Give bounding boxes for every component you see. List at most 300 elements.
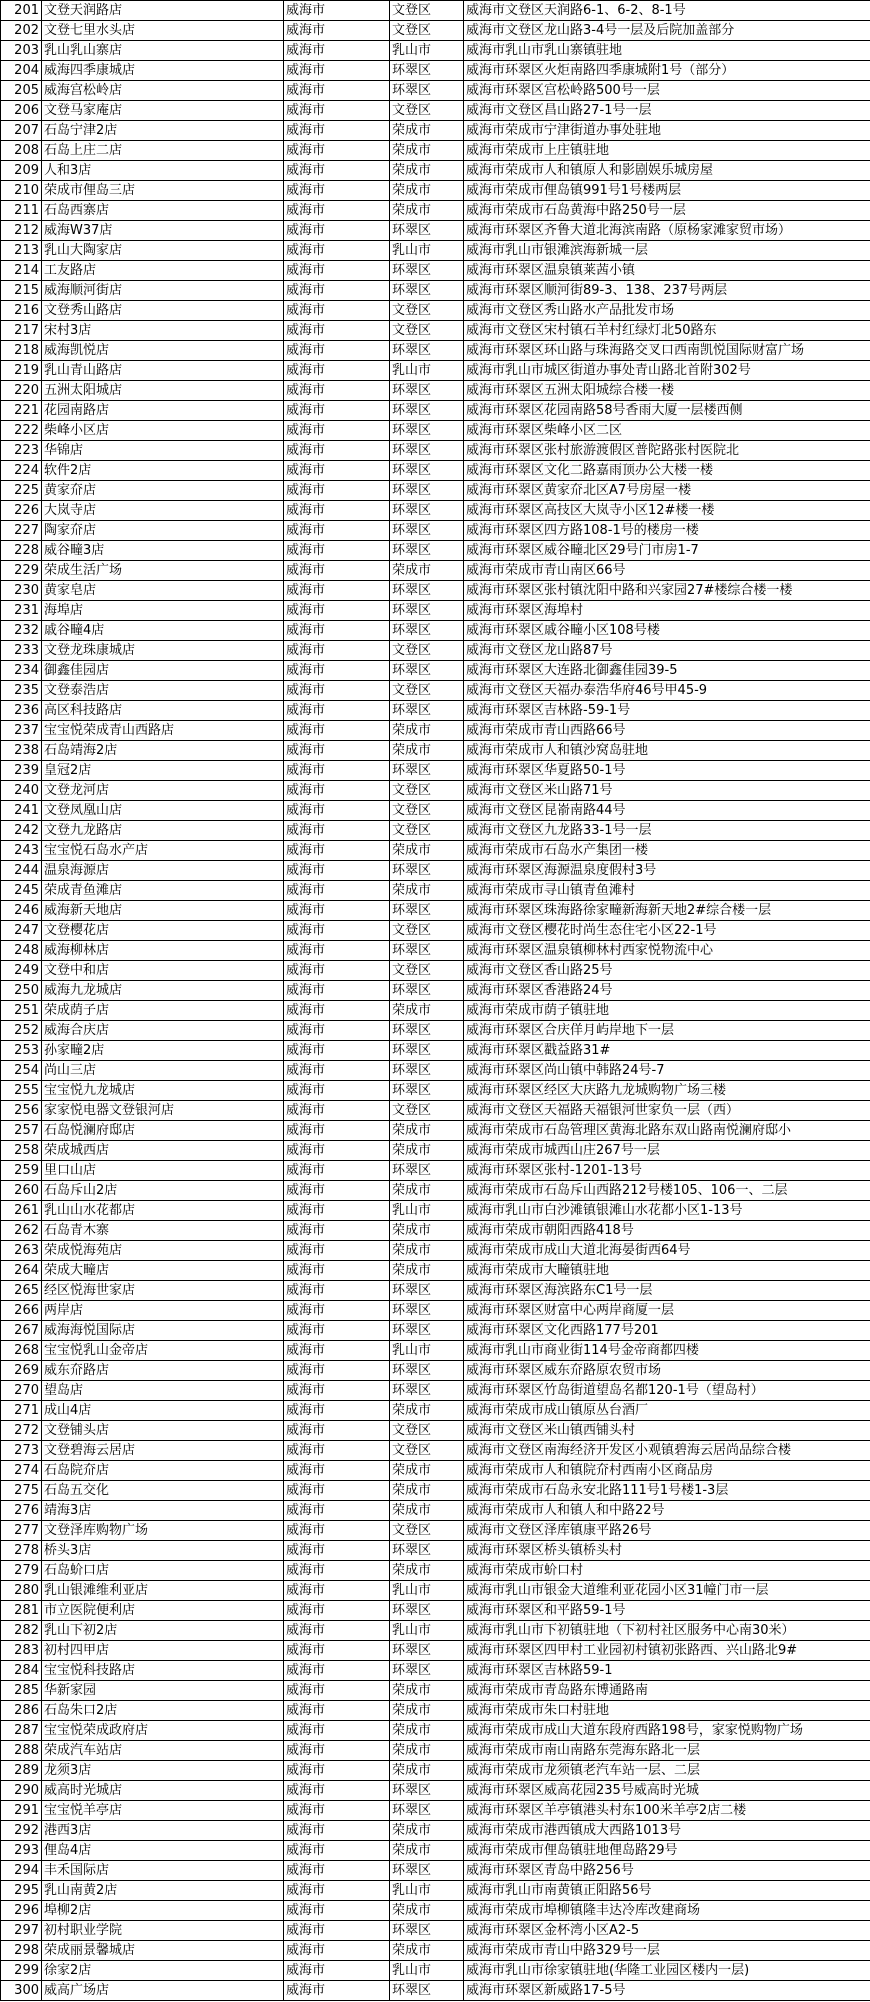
address-cell: 威海市荣成市港西镇成大西路1013号 bbox=[464, 1821, 870, 1841]
table-row bbox=[1, 141, 870, 161]
city-cell: 威海市 bbox=[284, 81, 390, 101]
address-cell: 威海市环翠区威谷疃北区29号门市房1-7 bbox=[464, 541, 870, 561]
store-number-cell: 268 bbox=[1, 1341, 42, 1361]
store-number-cell: 221 bbox=[1, 401, 42, 421]
table-row bbox=[1, 1581, 870, 1601]
store-number-cell: 248 bbox=[1, 941, 42, 961]
table-row bbox=[1, 1521, 870, 1541]
store-name-cell: 荣成青鱼滩店 bbox=[42, 881, 284, 901]
district-cell: 荣成市 bbox=[390, 1461, 464, 1481]
district-cell: 荣成市 bbox=[390, 1741, 464, 1761]
table-row bbox=[1, 461, 870, 481]
city-cell: 威海市 bbox=[284, 1881, 390, 1901]
store-number-cell: 202 bbox=[1, 21, 42, 41]
district-cell: 荣成市 bbox=[390, 1821, 464, 1841]
table-row bbox=[1, 1961, 870, 1981]
address-cell: 威海市文登区九龙路33-1号一层 bbox=[464, 821, 870, 841]
store-number-cell: 282 bbox=[1, 1621, 42, 1641]
district-cell: 环翠区 bbox=[390, 401, 464, 421]
store-name-cell: 宝宝悦乳山金帝店 bbox=[42, 1341, 284, 1361]
district-cell: 荣成市 bbox=[390, 1841, 464, 1861]
address-cell: 威海市文登区米山路71号 bbox=[464, 781, 870, 801]
table-row bbox=[1, 481, 870, 501]
store-name-cell: 荣成汽车站店 bbox=[42, 1741, 284, 1761]
table-row bbox=[1, 441, 870, 461]
table-row bbox=[1, 1061, 870, 1081]
city-cell: 威海市 bbox=[284, 1621, 390, 1641]
store-name-cell: 人和3店 bbox=[42, 161, 284, 181]
district-cell: 环翠区 bbox=[390, 1041, 464, 1061]
address-cell: 威海市环翠区合庆佯月屿岸地下一层 bbox=[464, 1021, 870, 1041]
store-name-cell: 乳山南黄2店 bbox=[42, 1881, 284, 1901]
table-row bbox=[1, 1641, 870, 1661]
table-row bbox=[1, 941, 870, 961]
table-row bbox=[1, 1201, 870, 1221]
store-number-cell: 244 bbox=[1, 861, 42, 881]
store-name-cell: 柴峰小区店 bbox=[42, 421, 284, 441]
address-cell: 威海市环翠区华夏路50-1号 bbox=[464, 761, 870, 781]
store-number-cell: 266 bbox=[1, 1301, 42, 1321]
district-cell: 荣成市 bbox=[390, 1401, 464, 1421]
city-cell: 威海市 bbox=[284, 361, 390, 381]
address-cell: 威海市荣成市石岛斥山西路212号楼105、106一、二层 bbox=[464, 1181, 870, 1201]
city-cell: 威海市 bbox=[284, 401, 390, 421]
store-number-cell: 260 bbox=[1, 1181, 42, 1201]
address-cell: 威海市环翠区文化西路177号201 bbox=[464, 1321, 870, 1341]
store-number-cell: 254 bbox=[1, 1061, 42, 1081]
city-cell: 威海市 bbox=[284, 1021, 390, 1041]
district-cell: 环翠区 bbox=[390, 441, 464, 461]
district-cell: 环翠区 bbox=[390, 661, 464, 681]
address-cell: 威海市环翠区吉林路59-1 bbox=[464, 1661, 870, 1681]
district-cell: 环翠区 bbox=[390, 501, 464, 521]
city-cell: 威海市 bbox=[284, 221, 390, 241]
store-number-cell: 209 bbox=[1, 161, 42, 181]
city-cell: 威海市 bbox=[284, 1981, 390, 2001]
store-number-cell: 275 bbox=[1, 1481, 42, 1501]
district-cell: 环翠区 bbox=[390, 1321, 464, 1341]
address-cell: 威海市环翠区宫松岭路500号一层 bbox=[464, 81, 870, 101]
district-cell: 文登区 bbox=[390, 801, 464, 821]
table-row bbox=[1, 1941, 870, 1961]
store-name-cell: 荣成悦海苑店 bbox=[42, 1241, 284, 1261]
district-cell: 环翠区 bbox=[390, 221, 464, 241]
store-number-cell: 228 bbox=[1, 541, 42, 561]
city-cell: 威海市 bbox=[284, 1961, 390, 1981]
city-cell: 威海市 bbox=[284, 1321, 390, 1341]
district-cell: 环翠区 bbox=[390, 1601, 464, 1621]
store-number-cell: 300 bbox=[1, 1981, 42, 2001]
table-row bbox=[1, 21, 870, 41]
address-cell: 威海市文登区南海经济开发区小观镇碧海云居尚品综合楼 bbox=[464, 1441, 870, 1461]
store-number-cell: 220 bbox=[1, 381, 42, 401]
district-cell: 荣成市 bbox=[390, 561, 464, 581]
table-row bbox=[1, 1701, 870, 1721]
store-name-cell: 温泉海源店 bbox=[42, 861, 284, 881]
store-name-cell: 石岛斥山2店 bbox=[42, 1181, 284, 1201]
district-cell: 荣成市 bbox=[390, 881, 464, 901]
address-cell: 威海市乳山市南黄镇正阳路56号 bbox=[464, 1881, 870, 1901]
store-name-cell: 石岛靖海2店 bbox=[42, 741, 284, 761]
city-cell: 威海市 bbox=[284, 201, 390, 221]
district-cell: 文登区 bbox=[390, 961, 464, 981]
address-cell: 威海市环翠区海源温泉度假村3号 bbox=[464, 861, 870, 881]
city-cell: 威海市 bbox=[284, 1181, 390, 1201]
address-cell: 威海市荣成市俚岛镇驻地俚岛路29号 bbox=[464, 1841, 870, 1861]
city-cell: 威海市 bbox=[284, 1581, 390, 1601]
city-cell: 威海市 bbox=[284, 1101, 390, 1121]
district-cell: 荣成市 bbox=[390, 141, 464, 161]
city-cell: 威海市 bbox=[284, 1281, 390, 1301]
address-cell: 威海市文登区昆嵛南路44号 bbox=[464, 801, 870, 821]
store-name-cell: 威海宫松岭店 bbox=[42, 81, 284, 101]
store-number-cell: 213 bbox=[1, 241, 42, 261]
store-name-cell: 威海顺河街店 bbox=[42, 281, 284, 301]
city-cell: 威海市 bbox=[284, 541, 390, 561]
store-number-cell: 243 bbox=[1, 841, 42, 861]
city-cell: 威海市 bbox=[284, 941, 390, 961]
district-cell: 环翠区 bbox=[390, 521, 464, 541]
store-name-cell: 市立医院便利店 bbox=[42, 1601, 284, 1621]
store-name-cell: 荣成大疃店 bbox=[42, 1261, 284, 1281]
address-cell: 威海市环翠区张村旅游渡假区普陀路张村医院北 bbox=[464, 441, 870, 461]
address-cell: 威海市环翠区四方路108-1号的楼房一楼 bbox=[464, 521, 870, 541]
district-cell: 荣成市 bbox=[390, 1901, 464, 1921]
table-row bbox=[1, 1101, 870, 1121]
table-row bbox=[1, 161, 870, 181]
store-name-cell: 石岛朱口2店 bbox=[42, 1701, 284, 1721]
store-number-cell: 262 bbox=[1, 1221, 42, 1241]
address-cell: 威海市文登区天福办泰浩华府46号甲45-9 bbox=[464, 681, 870, 701]
store-number-cell: 278 bbox=[1, 1541, 42, 1561]
store-number-cell: 204 bbox=[1, 61, 42, 81]
table-row bbox=[1, 1181, 870, 1201]
store-name-cell: 荣成丽景馨城店 bbox=[42, 1941, 284, 1961]
store-number-cell: 216 bbox=[1, 301, 42, 321]
district-cell: 文登区 bbox=[390, 1, 464, 21]
table-row bbox=[1, 861, 870, 881]
store-number-cell: 293 bbox=[1, 1841, 42, 1861]
store-number-cell: 246 bbox=[1, 901, 42, 921]
table-row bbox=[1, 1981, 870, 2001]
table-row bbox=[1, 821, 870, 841]
store-number-cell: 258 bbox=[1, 1141, 42, 1161]
store-number-cell: 201 bbox=[1, 1, 42, 21]
address-cell: 威海市文登区宋村镇石羊村红绿灯北50路东 bbox=[464, 321, 870, 341]
table-row bbox=[1, 1601, 870, 1621]
city-cell: 威海市 bbox=[284, 1501, 390, 1521]
store-name-cell: 丰禾国际店 bbox=[42, 1861, 284, 1881]
address-cell: 威海市文登区龙山路3-4号一层及后院加盖部分 bbox=[464, 21, 870, 41]
district-cell: 荣成市 bbox=[390, 1141, 464, 1161]
address-cell: 威海市荣成市城西山庄267号一层 bbox=[464, 1141, 870, 1161]
address-cell: 威海市乳山市下初镇驻地（下初村社区服务中心南30米） bbox=[464, 1621, 870, 1641]
address-cell: 威海市荣成市青山中路329号一层 bbox=[464, 1941, 870, 1961]
table-row bbox=[1, 181, 870, 201]
store-number-cell: 253 bbox=[1, 1041, 42, 1061]
store-number-cell: 274 bbox=[1, 1461, 42, 1481]
table-row bbox=[1, 621, 870, 641]
city-cell: 威海市 bbox=[284, 861, 390, 881]
district-cell: 荣成市 bbox=[390, 1241, 464, 1261]
table-row bbox=[1, 1741, 870, 1761]
address-cell: 威海市荣成市成山大道东段府西路198号，家家悦购物广场 bbox=[464, 1721, 870, 1741]
store-name-cell: 文登铺头店 bbox=[42, 1421, 284, 1441]
store-number-cell: 238 bbox=[1, 741, 42, 761]
store-name-cell: 荣成市俚岛三店 bbox=[42, 181, 284, 201]
address-cell: 威海市荣成市石岛黄海中路250号一层 bbox=[464, 201, 870, 221]
district-cell: 环翠区 bbox=[390, 421, 464, 441]
address-cell: 威海市环翠区金杯湾小区A2-5 bbox=[464, 1921, 870, 1941]
city-cell: 威海市 bbox=[284, 181, 390, 201]
store-number-cell: 289 bbox=[1, 1761, 42, 1781]
store-number-cell: 298 bbox=[1, 1941, 42, 1961]
city-cell: 威海市 bbox=[284, 1901, 390, 1921]
store-number-cell: 235 bbox=[1, 681, 42, 701]
table-row bbox=[1, 1801, 870, 1821]
city-cell: 威海市 bbox=[284, 821, 390, 841]
district-cell: 环翠区 bbox=[390, 261, 464, 281]
store-number-cell: 241 bbox=[1, 801, 42, 821]
store-number-cell: 299 bbox=[1, 1961, 42, 1981]
table-row bbox=[1, 1361, 870, 1381]
district-cell: 荣成市 bbox=[390, 1001, 464, 1021]
store-name-cell: 宝宝悦科技路店 bbox=[42, 1661, 284, 1681]
table-row bbox=[1, 841, 870, 861]
address-cell: 威海市文登区秀山路水产品批发市场 bbox=[464, 301, 870, 321]
store-number-cell: 291 bbox=[1, 1801, 42, 1821]
store-name-cell: 文登泽库购物广场 bbox=[42, 1521, 284, 1541]
city-cell: 威海市 bbox=[284, 1941, 390, 1961]
address-cell: 威海市文登区龙山路87号 bbox=[464, 641, 870, 661]
address-cell: 威海市环翠区温泉镇柳林村西家悦物流中心 bbox=[464, 941, 870, 961]
store-name-cell: 威海四季康城店 bbox=[42, 61, 284, 81]
store-name-cell: 初村职业学院 bbox=[42, 1921, 284, 1941]
address-cell: 威海市荣成市石岛永安北路111号1号楼1-3层 bbox=[464, 1481, 870, 1501]
store-name-cell: 荣成荫子店 bbox=[42, 1001, 284, 1021]
city-cell: 威海市 bbox=[284, 561, 390, 581]
store-name-cell: 文登秀山路店 bbox=[42, 301, 284, 321]
table-row bbox=[1, 281, 870, 301]
store-name-cell: 皇冠2店 bbox=[42, 761, 284, 781]
district-cell: 环翠区 bbox=[390, 1301, 464, 1321]
table-row bbox=[1, 381, 870, 401]
address-cell: 威海市文登区香山路25号 bbox=[464, 961, 870, 981]
store-number-cell: 205 bbox=[1, 81, 42, 101]
district-cell: 环翠区 bbox=[390, 761, 464, 781]
store-number-cell: 285 bbox=[1, 1681, 42, 1701]
address-cell: 威海市荣成市朝阳西路418号 bbox=[464, 1221, 870, 1241]
store-name-cell: 石岛院夼店 bbox=[42, 1461, 284, 1481]
address-cell: 威海市乳山市白沙滩镇银滩山水花都小区1-13号 bbox=[464, 1201, 870, 1221]
table-row bbox=[1, 1381, 870, 1401]
district-cell: 环翠区 bbox=[390, 1021, 464, 1041]
address-cell: 威海市环翠区温泉镇莱茜小镇 bbox=[464, 261, 870, 281]
city-cell: 威海市 bbox=[284, 701, 390, 721]
city-cell: 威海市 bbox=[284, 601, 390, 621]
city-cell: 威海市 bbox=[284, 1241, 390, 1261]
city-cell: 威海市 bbox=[284, 1841, 390, 1861]
store-name-cell: 宝宝悦羊亭店 bbox=[42, 1801, 284, 1821]
store-number-cell: 267 bbox=[1, 1321, 42, 1341]
store-name-cell: 五洲太阳城店 bbox=[42, 381, 284, 401]
city-cell: 威海市 bbox=[284, 321, 390, 341]
district-cell: 乳山市 bbox=[390, 1581, 464, 1601]
district-cell: 荣成市 bbox=[390, 1501, 464, 1521]
address-cell: 威海市乳山市城区街道办事处青山路北首附302号 bbox=[464, 361, 870, 381]
city-cell: 威海市 bbox=[284, 1341, 390, 1361]
table-row bbox=[1, 1481, 870, 1501]
store-number-cell: 222 bbox=[1, 421, 42, 441]
district-cell: 荣成市 bbox=[390, 721, 464, 741]
table-row bbox=[1, 561, 870, 581]
district-cell: 环翠区 bbox=[390, 1861, 464, 1881]
district-cell: 荣成市 bbox=[390, 1481, 464, 1501]
city-cell: 威海市 bbox=[284, 741, 390, 761]
store-number-cell: 280 bbox=[1, 1581, 42, 1601]
table-row bbox=[1, 1461, 870, 1481]
table-row bbox=[1, 1241, 870, 1261]
district-cell: 荣成市 bbox=[390, 1721, 464, 1741]
city-cell: 威海市 bbox=[284, 1461, 390, 1481]
city-cell: 威海市 bbox=[284, 101, 390, 121]
address-cell: 威海市环翠区羊亭镇港头村东100米羊亭2店二楼 bbox=[464, 1801, 870, 1821]
store-number-cell: 218 bbox=[1, 341, 42, 361]
store-name-cell: 威海柳林店 bbox=[42, 941, 284, 961]
store-name-cell: 埠柳2店 bbox=[42, 1901, 284, 1921]
district-cell: 环翠区 bbox=[390, 61, 464, 81]
city-cell: 威海市 bbox=[284, 1081, 390, 1101]
district-cell: 环翠区 bbox=[390, 701, 464, 721]
address-cell: 威海市荣成市人和镇院夼村西南小区商品房 bbox=[464, 1461, 870, 1481]
district-cell: 文登区 bbox=[390, 1441, 464, 1461]
district-cell: 环翠区 bbox=[390, 1061, 464, 1081]
store-number-cell: 237 bbox=[1, 721, 42, 741]
table-row bbox=[1, 1, 870, 21]
city-cell: 威海市 bbox=[284, 641, 390, 661]
city-cell: 威海市 bbox=[284, 581, 390, 601]
address-cell: 威海市乳山市银滩滨海新城一层 bbox=[464, 241, 870, 261]
city-cell: 威海市 bbox=[284, 1701, 390, 1721]
district-cell: 环翠区 bbox=[390, 1981, 464, 2001]
address-cell: 威海市荣成市上庄镇驻地 bbox=[464, 141, 870, 161]
district-cell: 荣成市 bbox=[390, 1181, 464, 1201]
district-cell: 文登区 bbox=[390, 1421, 464, 1441]
store-name-cell: 威高广场店 bbox=[42, 1981, 284, 2001]
store-number-cell: 283 bbox=[1, 1641, 42, 1661]
table-row bbox=[1, 741, 870, 761]
district-cell: 文登区 bbox=[390, 301, 464, 321]
district-cell: 荣成市 bbox=[390, 201, 464, 221]
address-cell: 威海市环翠区珠海路徐家疃新海新天地2#综合楼一层 bbox=[464, 901, 870, 921]
store-number-cell: 250 bbox=[1, 981, 42, 1001]
district-cell: 环翠区 bbox=[390, 381, 464, 401]
district-cell: 文登区 bbox=[390, 781, 464, 801]
city-cell: 威海市 bbox=[284, 1361, 390, 1381]
table-row bbox=[1, 1761, 870, 1781]
store-name-cell: 文登马家庵店 bbox=[42, 101, 284, 121]
district-cell: 环翠区 bbox=[390, 341, 464, 361]
address-cell: 威海市荣成市南山南路东莞海东路北一层 bbox=[464, 1741, 870, 1761]
table-row bbox=[1, 81, 870, 101]
address-cell: 威海市环翠区大连路北御鑫佳园39-5 bbox=[464, 661, 870, 681]
store-number-cell: 279 bbox=[1, 1561, 42, 1581]
store-name-cell: 乳山银滩维利亚店 bbox=[42, 1581, 284, 1601]
table-row bbox=[1, 661, 870, 681]
district-cell: 荣成市 bbox=[390, 741, 464, 761]
district-cell: 乳山市 bbox=[390, 1341, 464, 1361]
district-cell: 乳山市 bbox=[390, 361, 464, 381]
city-cell: 威海市 bbox=[284, 341, 390, 361]
table-row bbox=[1, 1621, 870, 1641]
address-cell: 威海市乳山市徐家镇驻地(华隆工业园区楼内一层) bbox=[464, 1961, 870, 1981]
store-name-cell: 花园南路店 bbox=[42, 401, 284, 421]
district-cell: 环翠区 bbox=[390, 1781, 464, 1801]
store-number-cell: 297 bbox=[1, 1921, 42, 1941]
store-name-cell: 石岛宁津2店 bbox=[42, 121, 284, 141]
city-cell: 威海市 bbox=[284, 1721, 390, 1741]
city-cell: 威海市 bbox=[284, 841, 390, 861]
store-number-cell: 251 bbox=[1, 1001, 42, 1021]
district-cell: 环翠区 bbox=[390, 1381, 464, 1401]
store-number-cell: 292 bbox=[1, 1821, 42, 1841]
table-row bbox=[1, 1421, 870, 1441]
table-row bbox=[1, 701, 870, 721]
store-name-cell: 威东夼路店 bbox=[42, 1361, 284, 1381]
city-cell: 威海市 bbox=[284, 1801, 390, 1821]
store-name-cell: 宝宝悦石岛水产店 bbox=[42, 841, 284, 861]
table-row bbox=[1, 101, 870, 121]
store-name-cell: 港西3店 bbox=[42, 1821, 284, 1841]
address-cell: 威海市环翠区竹岛街道望岛名都120-1号（望岛村） bbox=[464, 1381, 870, 1401]
city-cell: 威海市 bbox=[284, 21, 390, 41]
district-cell: 荣成市 bbox=[390, 121, 464, 141]
city-cell: 威海市 bbox=[284, 1061, 390, 1081]
store-name-cell: 石岛西寨店 bbox=[42, 201, 284, 221]
store-name-cell: 文登九龙路店 bbox=[42, 821, 284, 841]
store-name-cell: 孙家疃2店 bbox=[42, 1041, 284, 1061]
store-number-cell: 290 bbox=[1, 1781, 42, 1801]
store-name-cell: 威海W37店 bbox=[42, 221, 284, 241]
city-cell: 威海市 bbox=[284, 921, 390, 941]
store-number-cell: 225 bbox=[1, 481, 42, 501]
table-row bbox=[1, 961, 870, 981]
city-cell: 威海市 bbox=[284, 301, 390, 321]
city-cell: 威海市 bbox=[284, 761, 390, 781]
store-number-cell: 224 bbox=[1, 461, 42, 481]
store-number-cell: 234 bbox=[1, 661, 42, 681]
table-row bbox=[1, 41, 870, 61]
table-row bbox=[1, 681, 870, 701]
district-cell: 环翠区 bbox=[390, 941, 464, 961]
city-cell: 威海市 bbox=[284, 1921, 390, 1941]
table-row bbox=[1, 1861, 870, 1881]
store-number-cell: 229 bbox=[1, 561, 42, 581]
district-cell: 荣成市 bbox=[390, 1681, 464, 1701]
city-cell: 威海市 bbox=[284, 1681, 390, 1701]
store-number-cell: 203 bbox=[1, 41, 42, 61]
table-row bbox=[1, 1681, 870, 1701]
city-cell: 威海市 bbox=[284, 801, 390, 821]
city-cell: 威海市 bbox=[284, 961, 390, 981]
district-cell: 环翠区 bbox=[390, 81, 464, 101]
address-cell: 威海市环翠区张村-1201-13号 bbox=[464, 1161, 870, 1181]
store-number-cell: 212 bbox=[1, 221, 42, 241]
address-cell: 威海市环翠区尚山镇中韩路24号-7 bbox=[464, 1061, 870, 1081]
table-row bbox=[1, 1821, 870, 1841]
city-cell: 威海市 bbox=[284, 1, 390, 21]
district-cell: 文登区 bbox=[390, 101, 464, 121]
